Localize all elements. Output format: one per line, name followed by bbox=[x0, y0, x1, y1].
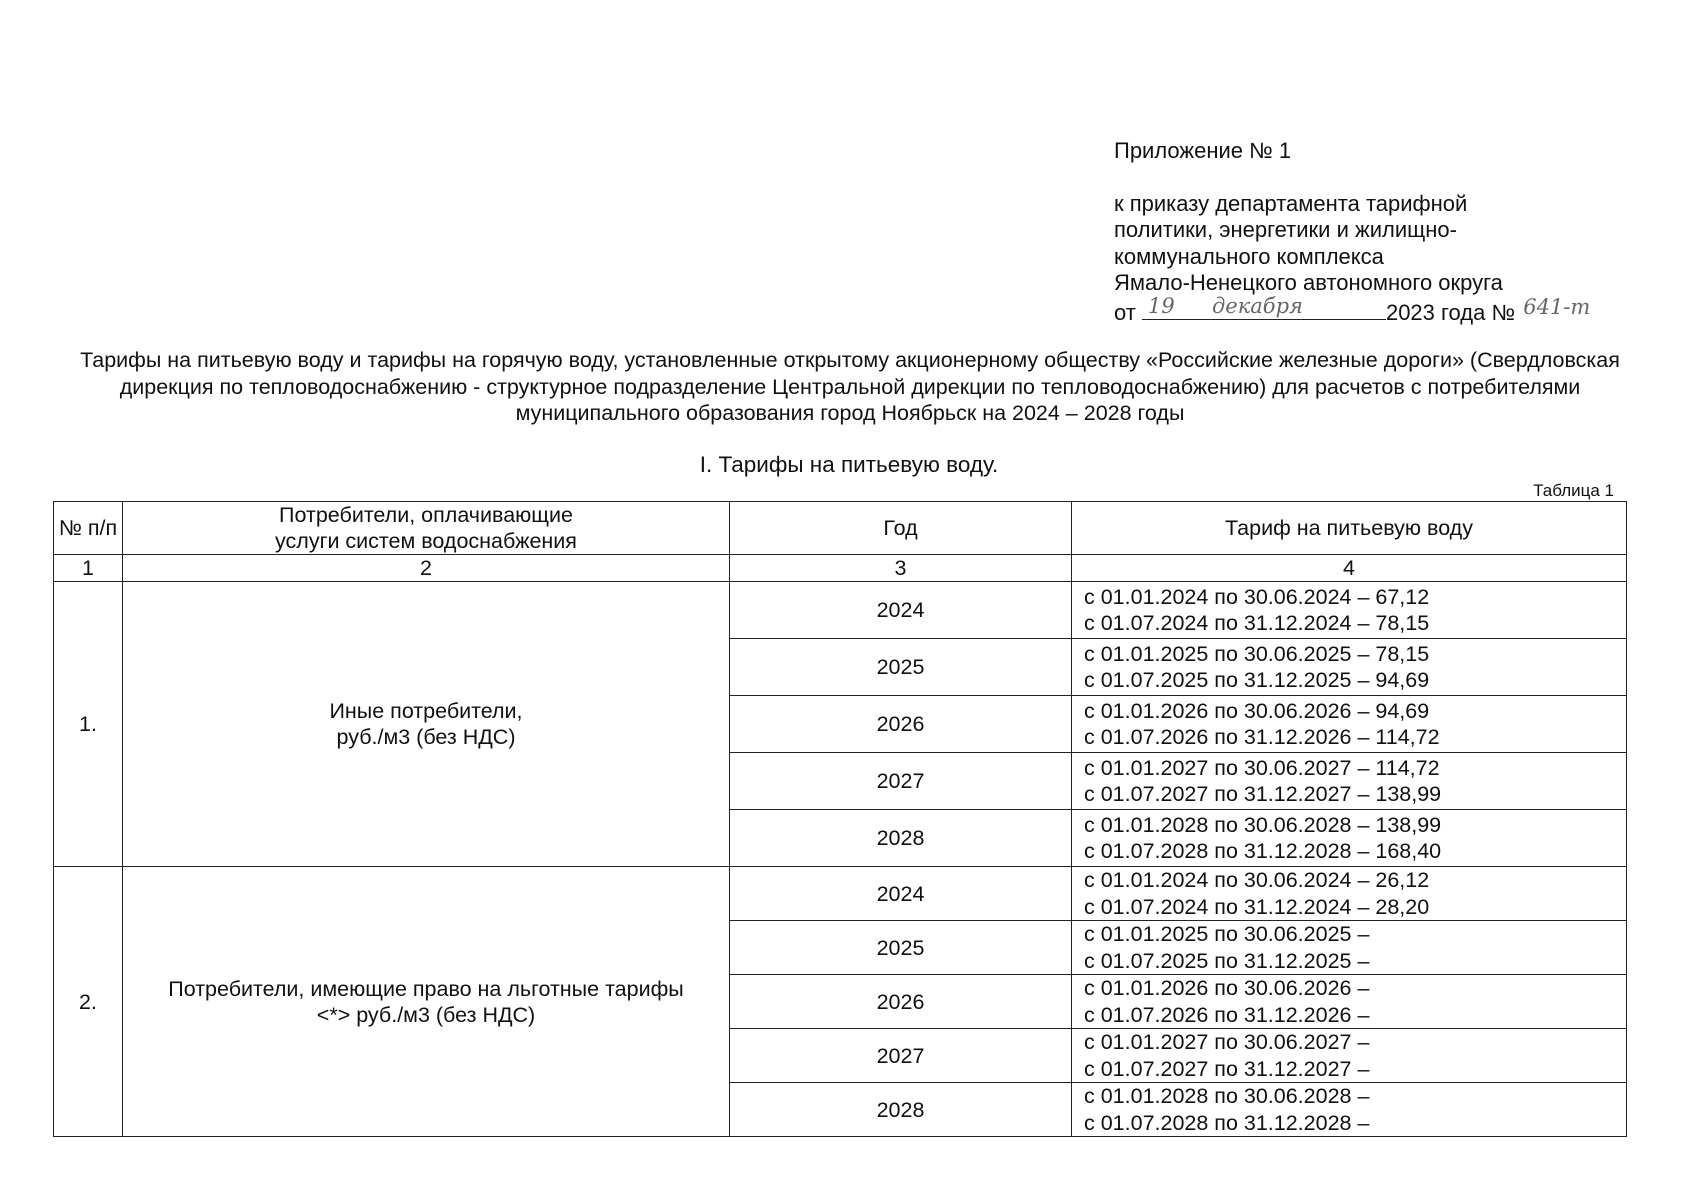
consumer-category: Иные потребители, руб./м3 (без НДС) bbox=[123, 582, 730, 867]
appendix-line: коммунального комплекса bbox=[1114, 243, 1384, 269]
tariff-period-second-half: с 01.07.2025 по 31.12.2025 – 94,69 bbox=[1084, 668, 1430, 692]
appendix-block bbox=[1114, 138, 1605, 326]
year-cell: 2025 bbox=[730, 639, 1072, 696]
tariff-cell bbox=[1072, 696, 1627, 753]
column-number: 2 bbox=[123, 555, 730, 582]
tariff-cell bbox=[1072, 1029, 1627, 1083]
tariff-period-first-half: с 01.01.2025 по 30.06.2025 – 78,15 bbox=[1084, 641, 1430, 666]
tariff-cell bbox=[1072, 639, 1627, 696]
column-number: 3 bbox=[730, 555, 1072, 582]
table-row bbox=[54, 582, 1627, 639]
header-number: № п/п bbox=[54, 502, 123, 555]
tariff-period-first-half: с 01.01.2024 по 30.06.2024 – 67,12 bbox=[1084, 584, 1430, 609]
tariff-period-first-half: с 01.01.2028 по 30.06.2028 – 138,99 bbox=[1084, 812, 1442, 837]
tariff-cell bbox=[1072, 1083, 1627, 1137]
table-header-row bbox=[54, 502, 1627, 555]
table-label: Таблица 1 bbox=[1533, 481, 1614, 500]
row-number: 2. bbox=[54, 867, 123, 1137]
header-consumers: Потребители, оплачивающие услуги систем водоснабжения bbox=[123, 502, 730, 555]
column-number: 4 bbox=[1072, 555, 1627, 582]
year-cell: 2024 bbox=[730, 867, 1072, 921]
tariff-period-first-half: с 01.01.2028 по 30.06.2028 – bbox=[1084, 1084, 1370, 1108]
tariff-period-second-half: с 01.07.2025 по 31.12.2025 – bbox=[1084, 948, 1370, 973]
date-prefix: от bbox=[1114, 299, 1136, 325]
year-cell: 2027 bbox=[730, 1029, 1072, 1083]
tariff-period-second-half: с 01.07.2026 по 31.12.2026 – 114,72 bbox=[1084, 725, 1440, 749]
tariff-period-first-half: с 01.01.2027 по 30.06.2027 – 114,72 bbox=[1084, 755, 1440, 780]
tariff-period-second-half: с 01.07.2024 по 31.12.2024 – 78,15 bbox=[1084, 611, 1430, 635]
tariff-period-first-half: с 01.01.2024 по 30.06.2024 – 26,12 bbox=[1084, 868, 1430, 892]
appendix-title: Приложение № 1 bbox=[1114, 138, 1292, 163]
handwritten-month: декабря bbox=[1211, 293, 1303, 318]
tariff-period-first-half: с 01.01.2026 по 30.06.2026 – 94,69 bbox=[1084, 698, 1430, 723]
tariff-cell bbox=[1072, 582, 1627, 639]
tariff-period-second-half: с 01.07.2027 по 31.12.2027 – 138,99 bbox=[1084, 782, 1442, 806]
table-row bbox=[54, 867, 1627, 921]
year-cell: 2025 bbox=[730, 921, 1072, 975]
tariff-cell bbox=[1072, 753, 1627, 810]
tariff-period-second-half: с 01.07.2026 по 31.12.2026 – bbox=[1084, 1002, 1370, 1027]
tariff-period-first-half: с 01.01.2025 по 30.06.2025 – bbox=[1084, 922, 1370, 946]
appendix-line: Ямало-Ненецкого автономного округа bbox=[1114, 270, 1503, 295]
tariff-cell bbox=[1072, 810, 1627, 867]
document-title: Тарифы на питьевую воду и тарифы на горячую воду, установленные открытому акционерному обществу «Российские железные дороги» (Свердловская дирекция по тепловодоснабжению - структурное подразделение Центральной дирекции по тепловодоснабжению) для расчетов с потребителями муниципального образования город Ноябрьск на 2024 – 2028 годы bbox=[80, 348, 1620, 425]
year-cell: 2028 bbox=[730, 810, 1072, 867]
tariff-cell bbox=[1072, 975, 1627, 1029]
consumer-category: Потребители, имеющие право на льготные тарифы <*> руб./м3 (без НДС) bbox=[123, 867, 730, 1137]
handwritten-order-number: 641-т bbox=[1523, 294, 1591, 319]
year-cell: 2026 bbox=[730, 696, 1072, 753]
year-cell: 2026 bbox=[730, 975, 1072, 1029]
order-date-line bbox=[1114, 293, 1605, 327]
year-cell: 2024 bbox=[730, 582, 1072, 639]
year-cell: 2028 bbox=[730, 1083, 1072, 1137]
year-cell: 2027 bbox=[730, 753, 1072, 810]
tariff-period-first-half: с 01.01.2027 по 30.06.2027 – bbox=[1084, 1030, 1370, 1054]
tariff-period-first-half: с 01.01.2026 по 30.06.2026 – bbox=[1084, 976, 1370, 1000]
tariff-cell bbox=[1072, 867, 1627, 921]
date-suffix: 2023 года № bbox=[1385, 299, 1516, 325]
order-number-field bbox=[1521, 294, 1605, 320]
appendix-line: к приказу департамента тарифной bbox=[1114, 190, 1468, 216]
header-year: Год bbox=[730, 502, 1072, 555]
handwritten-day: 19 bbox=[1147, 293, 1175, 318]
tariff-period-second-half: с 01.07.2024 по 31.12.2024 – 28,20 bbox=[1084, 894, 1430, 919]
tariff-period-second-half: с 01.07.2027 по 31.12.2027 – bbox=[1084, 1056, 1370, 1081]
tariff-period-second-half: с 01.07.2028 по 31.12.2028 – 168,40 bbox=[1084, 839, 1442, 863]
date-signature-line bbox=[1142, 293, 1386, 320]
appendix-line: политики, энергетики и жилищно- bbox=[1114, 217, 1457, 242]
column-numbers-row bbox=[54, 555, 1627, 582]
tariff-cell bbox=[1072, 921, 1627, 975]
header-tariff: Тариф на питьевую воду bbox=[1072, 502, 1627, 555]
section-title: I. Тарифы на питьевую воду. bbox=[699, 452, 999, 477]
tariff-table bbox=[53, 501, 1627, 1137]
tariff-period-second-half: с 01.07.2028 по 31.12.2028 – bbox=[1084, 1110, 1370, 1135]
row-number: 1. bbox=[54, 582, 123, 867]
column-number: 1 bbox=[54, 555, 123, 582]
